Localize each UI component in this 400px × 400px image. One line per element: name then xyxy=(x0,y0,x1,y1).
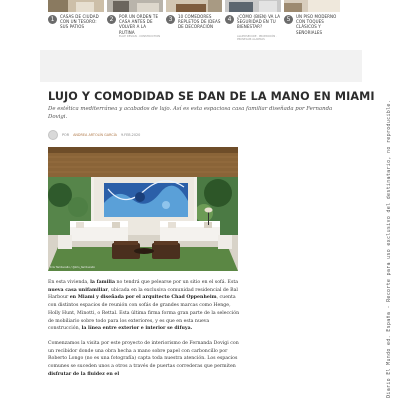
body-text: , ubicada en la exclusiva comunidad residencial de Bal Harbour xyxy=(48,287,238,301)
related-article-title[interactable]: ¿CÓMO (BIEN) VA LA SEGURIDAD EN TU BIENESTAR? xyxy=(237,14,281,30)
related-article-thumbnail xyxy=(284,0,340,12)
article-byline xyxy=(48,129,140,141)
publish-date: 9.FEB.2020 xyxy=(120,133,141,137)
related-article-number: 5 xyxy=(284,15,293,24)
body-emphasis: disfrutar de la fluidez en el xyxy=(48,371,120,377)
related-article-card[interactable] xyxy=(107,0,163,46)
photo-credit: Kris Tamburello / @kris_tamburello xyxy=(50,266,95,269)
body-text: Comenzamos la visita por este proyecto de interiorismo de Fernanda Dovigi con un recibidor donde una obra hecha a mano sobre papel con carboncillo por Roberto Longo (no es una fotografía) capta toda nuestra atención. Los espacios comunes se suceden unos a otros a través de puertas correderas que permiten xyxy=(48,340,239,370)
advertisement-banner[interactable] xyxy=(40,50,362,82)
related-article-title[interactable]: POR UN ORDEN TE CASA ANTES DE VOLVER A LA RUTINA xyxy=(119,14,159,35)
related-article-title[interactable]: UN PISO MODERNO CON TOQUES CLÁSICOS Y SEÑORIALES xyxy=(296,14,337,35)
related-article-number: 2 xyxy=(107,15,116,24)
watermark-text: Diario El Mundo ed. España - Recorte para uso exclusivo del destinatario, no reproducible. xyxy=(386,100,392,398)
related-article-number: 4 xyxy=(225,15,234,24)
article-standfirst: De estética mediterránea y acabados de lujo. Así es esta espaciosa casa familiar diseñada por Fernanda Dovigi. xyxy=(48,106,333,120)
related-article-card[interactable] xyxy=(225,0,281,46)
body-emphasis: nueva casa unifamiliar xyxy=(48,287,108,293)
related-article-card[interactable] xyxy=(166,0,222,46)
related-article-sponsor: ELLIE DESIGN · CONSTRUCTION xyxy=(119,35,161,38)
body-paragraph xyxy=(48,279,240,333)
related-article-number: 3 xyxy=(166,15,175,24)
body-text: En esta vivienda, xyxy=(48,280,91,285)
body-emphasis: la familia xyxy=(90,280,115,285)
related-article-thumbnail xyxy=(166,0,222,12)
article-body xyxy=(48,279,240,385)
related-article-card[interactable] xyxy=(284,0,340,46)
related-article-sponsor: ALLIEDSECURE · PROMOCIÓN · PROSEGUR ALARMAS xyxy=(237,35,277,41)
related-article-thumbnail xyxy=(225,0,281,12)
related-article-thumbnail xyxy=(107,0,163,12)
body-paragraph xyxy=(48,340,240,379)
article-headline: LUJO Y COMODIDAD SE DAN DE LA MANO EN MIAMI xyxy=(48,90,375,103)
body-emphasis: en Miami y diseñada por el arquitecto Chad Oppenheim xyxy=(69,295,217,301)
related-article-title[interactable]: 10 COMEDORES REPLETOS DE IDEAS DE DECORACIÓN xyxy=(178,14,221,30)
author-link[interactable]: ANDREA ARTOLÍN GARCÍA xyxy=(73,133,117,137)
side-watermark xyxy=(384,100,394,400)
related-article-card[interactable] xyxy=(48,0,104,46)
related-articles-strip xyxy=(48,0,338,46)
body-text: no tendrá que pelearse por un sitio en el sofá. Esta xyxy=(115,280,239,285)
body-text: , cuenta con distintos espacios de reunión con sofás de grandes marcas como Henge, Holly Hunt, Minotti, o Rettal. Esta última firma forma gran parte de la selección de mobiliario sobre todo para los exteriores, y es que en esta nueva construcción, xyxy=(48,295,240,332)
related-article-title[interactable]: CASAS DE CIUDAD CON UN TESORO: SUS PATIOS xyxy=(60,14,99,30)
related-article-number: 1 xyxy=(48,15,57,24)
living-room-photo xyxy=(48,147,238,271)
body-emphasis: la línea entre exterior e interior se difuya. xyxy=(81,326,193,332)
author-avatar[interactable] xyxy=(48,130,58,140)
byline-prefix: POR xyxy=(62,133,70,137)
related-article-thumbnail xyxy=(48,0,104,12)
